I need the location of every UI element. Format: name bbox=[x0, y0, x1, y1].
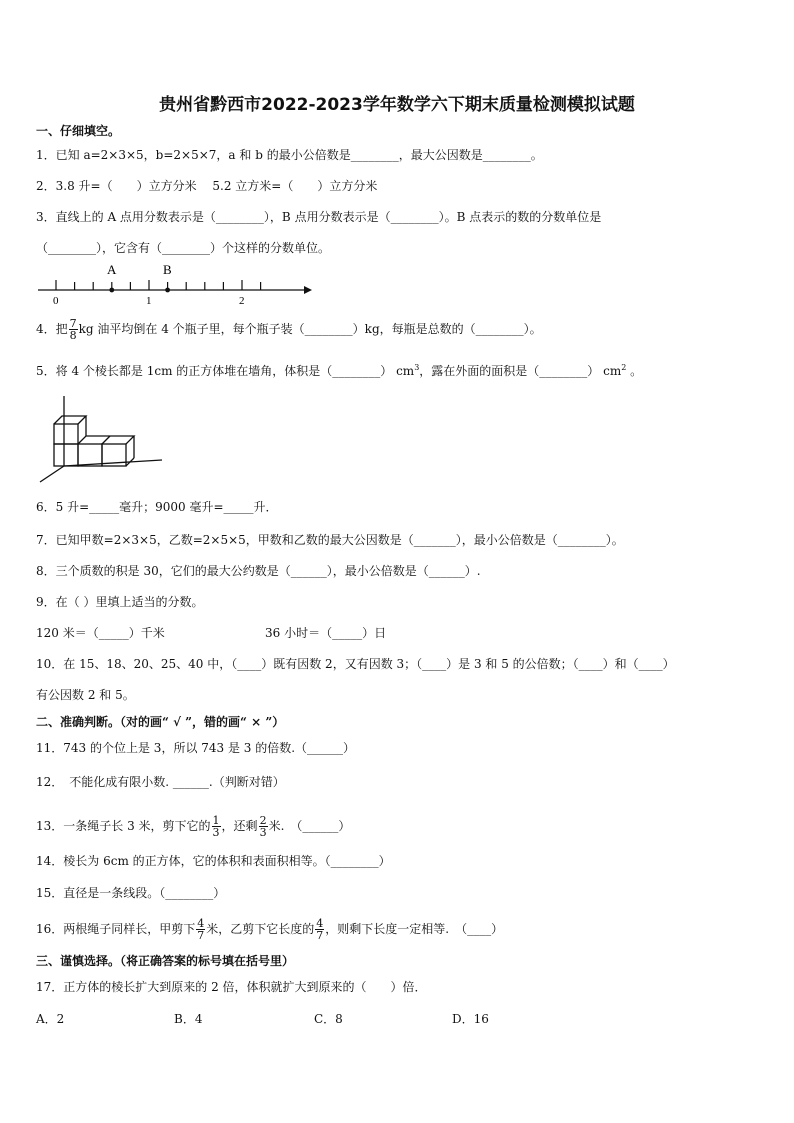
point-a-label: A bbox=[107, 262, 117, 277]
question-12: 12． 不能化成有限小数. ______.（判断对错） bbox=[36, 775, 285, 789]
point-b-dot bbox=[165, 288, 170, 293]
question-2: 2．3.8 升=（ ）立方分米 5.2 立方米=（ ）立方分米 bbox=[36, 179, 378, 193]
section-3-heading: 三、谨慎选择。（将正确答案的标号填在括号里） bbox=[36, 954, 295, 968]
q16-denominator-2: 7 bbox=[316, 929, 324, 942]
q13-denominator-1: 3 bbox=[212, 826, 220, 839]
question-4 bbox=[36, 318, 542, 341]
question-15: 15．直径是一条线段。（________） bbox=[36, 886, 226, 900]
number-line-arrow bbox=[304, 286, 312, 294]
question-16 bbox=[36, 918, 503, 941]
q16-mid: 米，乙剪下它长度的 bbox=[206, 922, 315, 936]
q17-option-a: A．2 bbox=[36, 1012, 65, 1026]
q17-option-d: D．16 bbox=[452, 1012, 489, 1026]
question-6: 6．5 升=_____毫升；9000 毫升=_____升． bbox=[36, 500, 278, 514]
q13-fraction-2 bbox=[259, 815, 268, 838]
q5-text-3: 。 bbox=[626, 364, 643, 378]
q5-sup-2: 2 bbox=[621, 363, 627, 372]
point-b-label: B bbox=[163, 262, 172, 277]
cubes-corner-figure bbox=[36, 392, 166, 484]
q16-fraction-1 bbox=[196, 918, 205, 941]
question-1: 1．已知 a=2×3×5，b=2×5×7，a 和 b 的最小公倍数是________，最大公因数是________。 bbox=[36, 148, 543, 162]
question-5 bbox=[36, 360, 642, 379]
q16-numerator-1: 4 bbox=[197, 917, 205, 930]
q5-text-2: ，露在外面的面积是（________） cm bbox=[419, 364, 622, 378]
q4-after: kg 油平均倒在 4 个瓶子里，每个瓶子装（________）kg，每瓶是总数的（________）。 bbox=[78, 322, 542, 336]
question-9: 9．在（ ）里填上适当的分数。 bbox=[36, 595, 204, 609]
q13-numerator-2: 2 bbox=[259, 814, 267, 827]
question-10-line-2: 有公因数 2 和 5。 bbox=[36, 688, 135, 702]
q16-numerator-2: 4 bbox=[316, 917, 324, 930]
q16-before: 16．两根绳子同样长，甲剪下 bbox=[36, 922, 196, 936]
q13-fraction-1 bbox=[212, 815, 221, 838]
q4-before: 4．把 bbox=[36, 322, 68, 336]
tick-label-0: 0 bbox=[53, 295, 59, 306]
q13-mid: ，还剩 bbox=[221, 819, 258, 833]
q16-fraction-2 bbox=[315, 918, 324, 941]
question-8: 8．三个质数的积是 30，它们的最大公约数是（______），最小公倍数是（______）. bbox=[36, 564, 481, 578]
q13-before: 13．一条绳子长 3 米，剪下它的 bbox=[36, 819, 211, 833]
q16-after: ，则剩下长度一定相等. （____） bbox=[325, 922, 504, 936]
question-11: 11．743 的个位上是 3，所以 743 是 3 的倍数.（______） bbox=[36, 741, 356, 755]
question-9b: 36 小时＝（_____）日 bbox=[265, 626, 387, 640]
tick-label-2: 2 bbox=[239, 295, 245, 306]
number-line-ticks bbox=[56, 280, 261, 290]
question-10-line-1: 10．在 15、18、20、25、40 中，（____）既有因数 2，又有因数 3；（____）是 3 和 5 的公倍数；（____）和（____） bbox=[36, 657, 675, 671]
q5-sup-3: 3 bbox=[414, 363, 420, 372]
question-3-line-2: （________），它含有（________）个这样的分数单位。 bbox=[36, 241, 331, 255]
q16-denominator-1: 7 bbox=[197, 929, 205, 942]
q17-option-b: B．4 bbox=[174, 1012, 203, 1026]
question-9a: 120 米＝（_____）千米 bbox=[36, 626, 165, 640]
q17-option-c: C．8 bbox=[314, 1012, 343, 1026]
question-17: 17．正方体的棱长扩大到原来的 2 倍，体积就扩大到原来的（ ）倍． bbox=[36, 980, 427, 994]
tick-label-1: 1 bbox=[146, 295, 152, 306]
point-a-dot bbox=[109, 288, 114, 293]
section-1-heading: 一、仔细填空。 bbox=[36, 124, 121, 138]
question-7: 7．已知甲数=2×3×5，乙数=2×5×5，甲数和乙数的最大公因数是（_______），最小公倍数是（________）。 bbox=[36, 533, 624, 547]
section-2-heading: 二、准确判断。（对的画“ √ ”，错的画“ × ”） bbox=[36, 715, 285, 729]
q13-after: 米. （______） bbox=[268, 819, 351, 833]
q5-text: 5．将 4 个棱长都是 1cm 的正方体堆在墙角，体积是（________） cm bbox=[36, 364, 415, 378]
question-14: 14．棱长为 6cm 的正方体，它的体积和表面积相等。（________） bbox=[36, 854, 391, 868]
q4-fraction bbox=[69, 318, 78, 341]
q4-denominator: 8 bbox=[69, 329, 77, 342]
number-line-figure bbox=[36, 262, 316, 306]
q13-numerator-1: 1 bbox=[212, 814, 220, 827]
q4-numerator: 7 bbox=[69, 317, 77, 330]
q13-denominator-2: 3 bbox=[259, 826, 267, 839]
page-title: 贵州省黔西市2022-2023学年数学六下期末质量检测模拟试题 bbox=[159, 95, 635, 115]
question-13 bbox=[36, 815, 350, 838]
question-3-line-1: 3．直线上的 A 点用分数表示是（________），B 点用分数表示是（________）。B 点表示的数的分数单位是 bbox=[36, 210, 602, 224]
